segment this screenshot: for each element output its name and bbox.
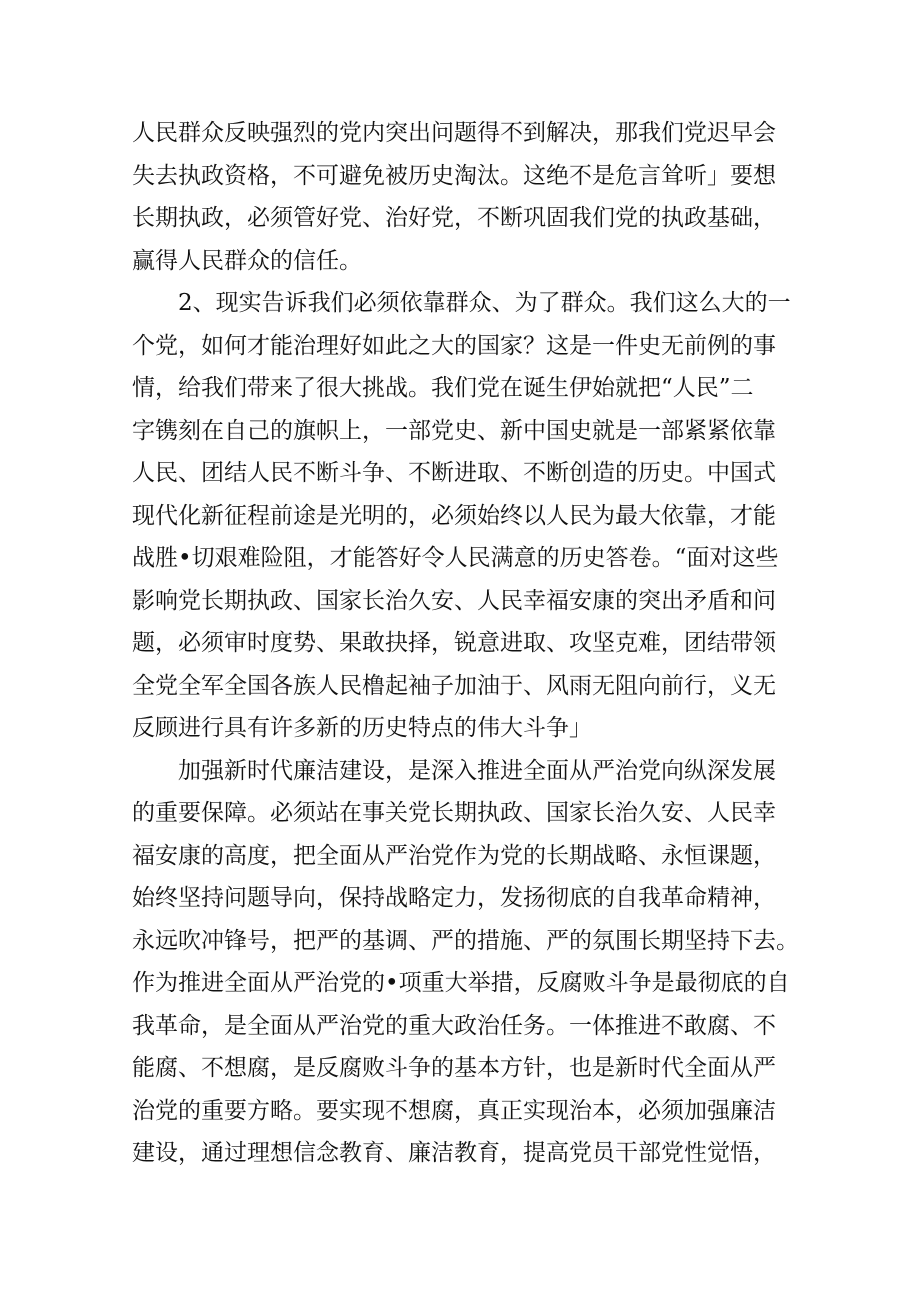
text-line: 题，必须审时度势、果敢抉择，锐意进取、攻坚克难，团结带领: [132, 630, 776, 656]
text-line: 我革命，是全面从严治党的重大政治任务。一体推进不敢腐、不: [132, 1012, 776, 1039]
text-line: 始终坚持问题导向，保持战略定力，发扬彻底的自我革命精神，: [132, 885, 776, 911]
text-line: 反顾进行具有许多新的历史特点的伟大斗争」: [132, 715, 592, 741]
text-line: 治党的重要方略。要实现不想腐，真正实现治本，必须加强廉洁: [132, 1097, 776, 1124]
text-line: 的重要保障。必须站在事关党长期执政、国家长治久安、人民幸: [132, 800, 776, 826]
text-line: 赢得人民群众的信任。: [132, 247, 362, 274]
text-line: 人民、团结人民不断斗争、不断进取、不断创造的历史。中国式: [132, 460, 776, 486]
body-text: [132, 112, 802, 1175]
text-line: 长期执政，必须管好党、治好党，不断巩固我们党的执政基础，: [132, 205, 776, 231]
text-line: 能腐、不想腐，是反腐败斗争的基本方针，也是新时代全面从严: [132, 1055, 776, 1081]
text-line: 加强新时代廉洁建设，是深入推进全面从严治党向纵深发展: [132, 757, 776, 784]
paragraph-3: [132, 750, 802, 1175]
text-line: 战胜•切艰难险阻，才能答好令人民满意的历史答卷。“面对这些: [132, 545, 779, 571]
text-line: 失去执政资格，不可避免被历史淘汰。这绝不是危言耸听」要想: [132, 162, 776, 189]
paragraph-1: [132, 112, 802, 282]
text-line: 影响党长期执政、国家长治久安、人民幸福安康的突出矛盾和问: [132, 587, 776, 614]
text-line: 字镌刻在自己的旗帜上，一部党史、新中国史就是一部紧紧依靠: [132, 417, 776, 444]
text-line: 现代化新征程前途是光明的，必须始终以人民为最大依靠，才能: [132, 502, 776, 529]
text-line: 作为推进全面从严治党的•项重大举措，反腐败斗争是最彻底的自: [132, 970, 790, 996]
text-line: 建设，通过理想信念教育、廉洁教育，提高党员干部党性觉悟，: [132, 1140, 776, 1166]
text-line: 人民群众反映强烈的党内突出问题得不到解决，那我们党迟早会: [132, 120, 776, 146]
paragraph-2: [132, 282, 802, 750]
text-line: 情，给我们带来了很大挑战。我们党在诞生伊始就把“人民”二: [132, 375, 754, 401]
text-line: 全党全军全国各族人民橹起袖子加油于、风雨无阻向前行，义无: [132, 672, 776, 699]
text-line: 福安康的高度，把全面从严治党作为党的长期战略、永恒课题，: [132, 842, 776, 869]
text-line: 永远吹冲锋号，把严的基调、严的措施、严的氛围长期坚持下去。: [132, 927, 799, 954]
text-line: 个党，如何才能治理好如此之大的国家？这是一件史无前例的事: [132, 332, 776, 359]
text-line: 2、现实告诉我们必须依靠群众、为了群众。我们这么大的一: [132, 290, 791, 316]
